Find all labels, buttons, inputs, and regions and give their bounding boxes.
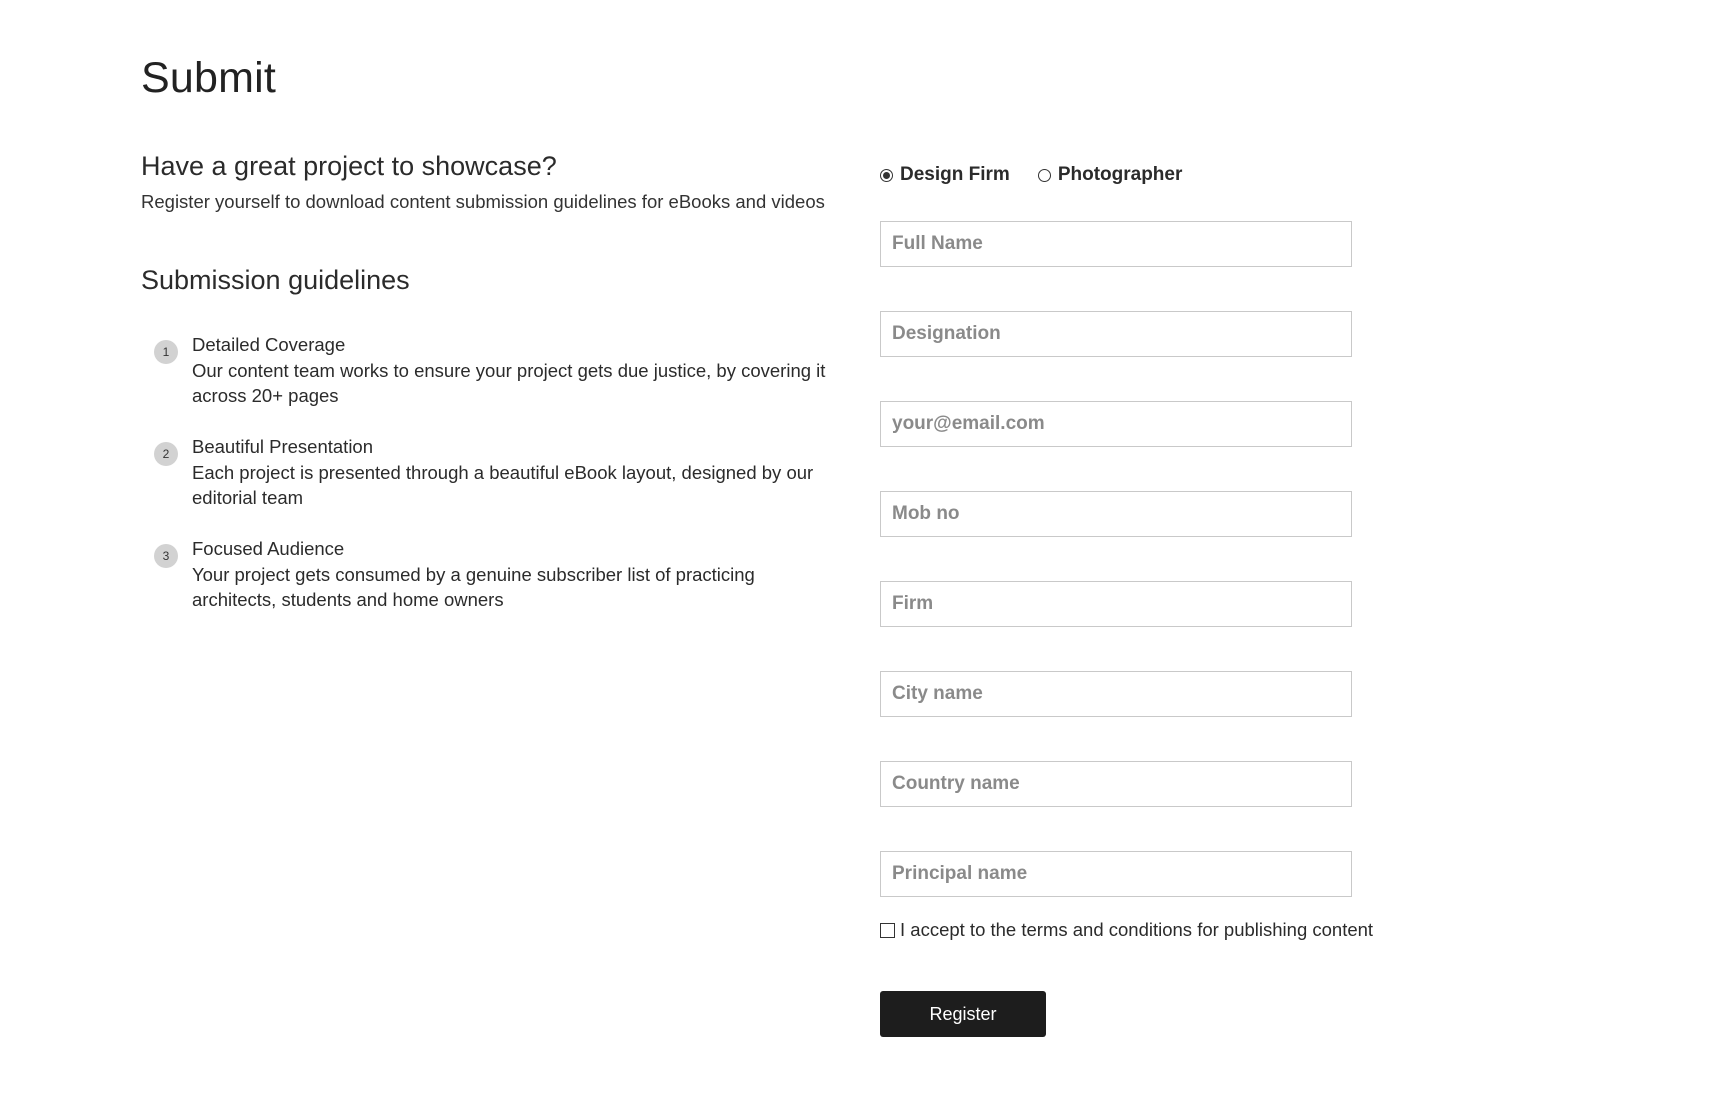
guidelines-list [141, 332, 841, 612]
step-number-badge: 3 [154, 544, 178, 568]
guideline-title: Detailed Coverage [192, 334, 346, 355]
radio-button-selected[interactable] [880, 169, 893, 182]
radio-label: Design Firm [900, 164, 1010, 185]
principal-input[interactable] [880, 851, 1352, 897]
info-column [141, 146, 841, 638]
firm-input[interactable] [880, 581, 1352, 627]
intro-heading: Have a great project to showcase? [141, 151, 557, 181]
radio-button[interactable] [1038, 169, 1051, 182]
radio-design-firm[interactable] [880, 164, 1010, 186]
step-number-badge: 2 [154, 442, 178, 466]
register-button[interactable]: Register [880, 991, 1046, 1037]
guideline-item [141, 434, 841, 510]
role-radio-group [880, 158, 1440, 192]
email-input[interactable] [880, 401, 1352, 447]
guideline-item [141, 536, 841, 612]
step-number-badge: 1 [154, 340, 178, 364]
page-title: Submit [141, 54, 277, 102]
intro-text: Register yourself to download content submission guidelines for eBooks and videos [141, 191, 825, 212]
full-name-input[interactable] [880, 221, 1352, 267]
guideline-description: Your project gets consumed by a genuine subscriber list of practicing architects, students and home owners [192, 564, 755, 610]
terms-label: I accept to the terms and conditions for publishing content [900, 919, 1374, 940]
guideline-description: Our content team works to ensure your project gets due justice, by covering it across 20+ pages [192, 360, 826, 406]
mobile-input[interactable] [880, 491, 1352, 537]
country-input[interactable] [880, 761, 1352, 807]
registration-form [880, 158, 1440, 1037]
designation-input[interactable] [880, 311, 1352, 357]
guidelines-heading: Submission guidelines [141, 265, 410, 295]
radio-photographer[interactable] [1038, 164, 1183, 186]
city-input[interactable] [880, 671, 1352, 717]
terms-checkbox[interactable] [880, 923, 895, 938]
guideline-title: Beautiful Presentation [192, 436, 374, 457]
terms-row[interactable] [880, 919, 1440, 941]
radio-label: Photographer [1057, 164, 1183, 185]
guideline-title: Focused Audience [192, 538, 345, 559]
guideline-description: Each project is presented through a beautiful eBook layout, designed by our editorial team [192, 462, 814, 508]
guideline-item [141, 332, 841, 408]
